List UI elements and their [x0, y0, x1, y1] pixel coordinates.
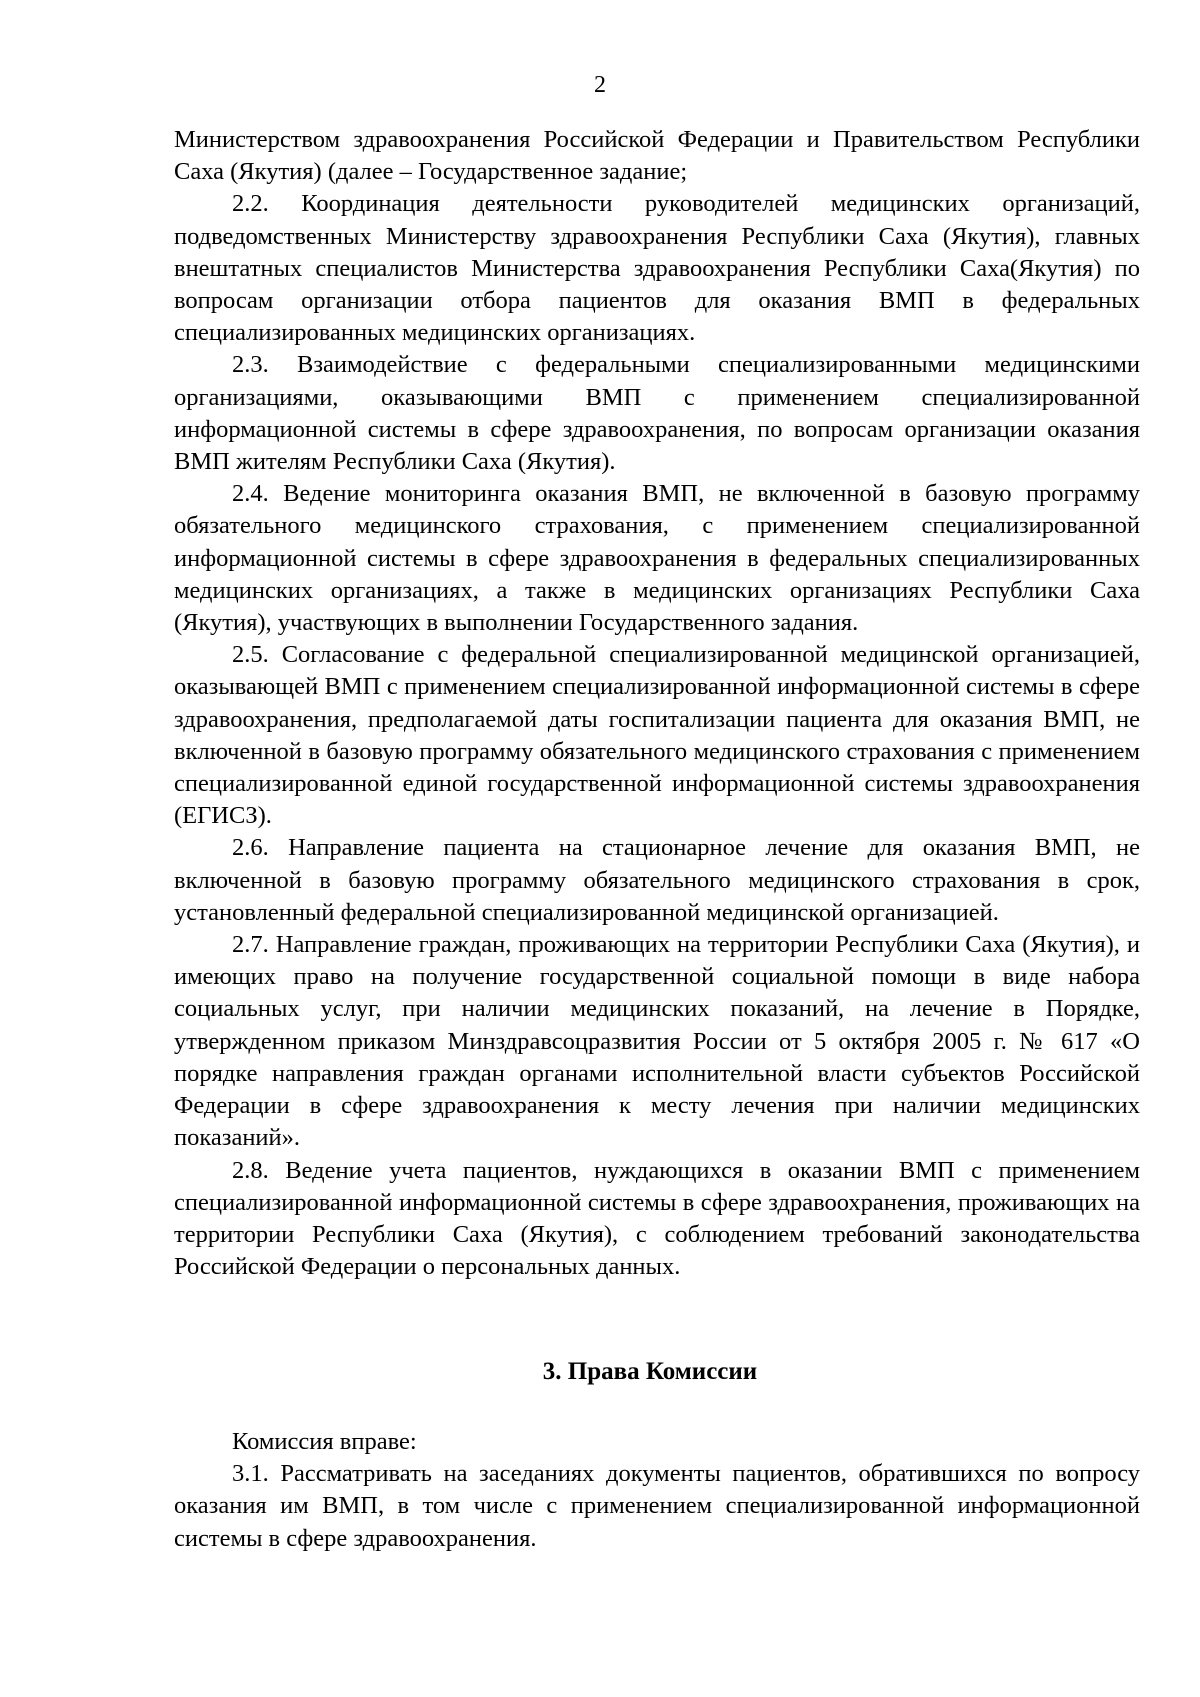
section-3-intro: Комиссия вправе:: [232, 1428, 417, 1455]
section-3-body: [174, 1426, 1140, 1555]
paragraph-2-7: 2.7. Направление граждан, проживающих на территории Республики Саха (Якутия), и имеющих право на получение государственной социальной помощи в виде набора социальных услуг, при наличии медицинских показаний, на лечение в Порядке, утвержденном приказом Минздравсоцразвития России от 5 октября 2005 г. № 617 «О порядке направления граждан органами исполнительной власти субъектов Российской Федерации в сфере здравоохранения к месту лечения при наличии медицинских показаний».: [174, 931, 1140, 1152]
paragraph-2-2: 2.2. Координация деятельности руководителей медицинских организаций, подведомственных Министерству здравоохранения Республики Саха (Якутия), главных внештатных специалистов Министерства здравоохранения Республики Саха(Якутия) по вопросам организации отбора пациентов для оказания ВМП в федеральных специализированных медицинских организациях.: [174, 190, 1140, 347]
page-number: 2: [594, 72, 606, 98]
paragraph-3-1: 3.1. Рассматривать на заседаниях документы пациентов, обратившихся по вопросу оказания им ВМП, в том числе с применением специализированной информационной системы в сфере здравоохранения.: [174, 1460, 1140, 1552]
section-3-heading: 3. Права Комиссии: [542, 1358, 758, 1385]
section-2-body: [174, 124, 1140, 1283]
paragraph-2-4: 2.4. Ведение мониторинга оказания ВМП, не включенной в базовую программу обязательного медицинского страхования, с применением специализированной информационной системы в сфере здравоохранения в федеральных специализированных медицинских организациях, а также в медицинских организациях Республики Саха (Якутия), участвующих в выполнении Государственного задания.: [174, 480, 1140, 637]
paragraph-2-3: 2.3. Взаимодействие с федеральными специализированными медицинскими организациями, оказывающими ВМП с применением специализированной информационной системы в сфере здравоохранения, по вопросам организации оказания ВМП жителям Республики Саха (Якутия).: [174, 351, 1140, 476]
paragraph-continuation: Министерством здравоохранения Российской Федерации и Правительством Республики Саха (Якутия) (далее – Государственное задание;: [174, 126, 1140, 186]
paragraph-2-5: 2.5. Согласование с федеральной специализированной медицинской организацией, оказывающей ВМП с применением специализированной информационной системы в сфере здравоохранения, предполагаемой даты госпитализации пациента для оказания ВМП, не включенной в базовую программу обязательного медицинского страхования с применением специализированной единой государственной информационной системы здравоохранения (ЕГИСЗ).: [174, 641, 1140, 830]
paragraph-2-8: 2.8. Ведение учета пациентов, нуждающихся в оказании ВМП с применением специализированной информационной системы в сфере здравоохранения, проживающих на территории Республики Саха (Якутия), с соблюдением требований законодательства Российской Федерации о персональных данных.: [174, 1156, 1140, 1281]
paragraph-2-6: 2.6. Направление пациента на стационарное лечение для оказания ВМП, не включенной в базовую программу обязательного медицинского страхования в срок, установленный федеральной специализированной медицинской организацией.: [174, 834, 1140, 926]
